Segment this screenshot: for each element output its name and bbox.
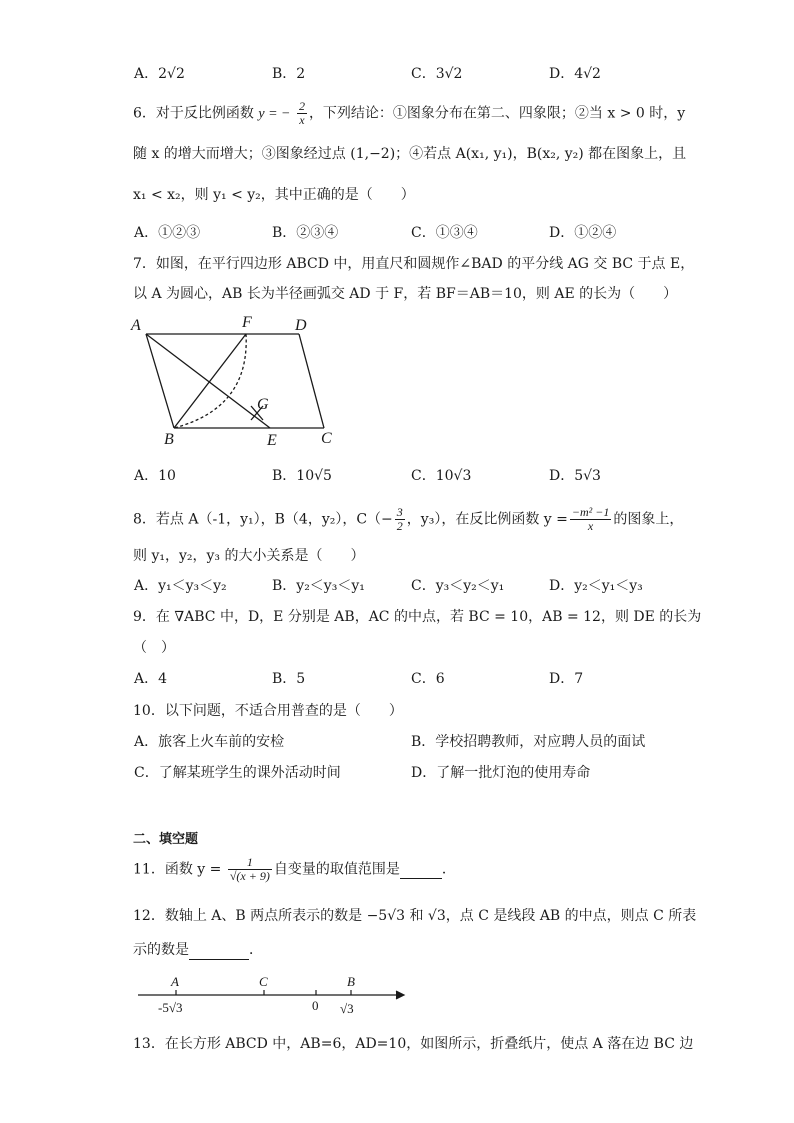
q13-line1: 13．在长方形 ABCD 中，AB=6，AD=10，如图所示，折叠纸片，使点 A 落在边 BC 边 (133, 1036, 694, 1052)
q6-option-c: C．①③④ (411, 225, 478, 241)
q8-option-c: C．y₃＜y₂＜y₁ (411, 578, 505, 594)
q8-option-d: D．y₂＜y₁＜y₃ (549, 578, 643, 594)
q6-fraction: $\frac{2}{x}$ (298, 99, 305, 128)
q8-fraction-1: $\frac{3}{2}$ (396, 505, 403, 534)
q10-option-c: C．了解某班学生的课外活动时间 (134, 765, 341, 781)
q6-line1 (133, 100, 685, 127)
q8-option-b: B．y₂＜y₃＜y₁ (272, 578, 365, 594)
q6-option-d: D．①②④ (549, 225, 617, 241)
q7-segment-ae (146, 334, 270, 428)
q9-options (0, 671, 794, 691)
q9-line2: （ ） (133, 640, 175, 656)
q12-answer-blank[interactable] (189, 942, 249, 960)
q8-options (0, 578, 794, 598)
q8-text-a: 8．若点 A（-1，y₁），B（4，y₂），C（− (133, 511, 393, 528)
q12-axis-arrow (396, 991, 404, 999)
q11-answer-blank[interactable] (400, 862, 442, 880)
q7-label-b: B (164, 431, 174, 448)
q12-end: ． (249, 942, 263, 958)
q12-label-b: B (347, 974, 355, 989)
q11-line (133, 856, 456, 883)
q7-options (0, 468, 794, 488)
q12-value-a: -5√3 (158, 1000, 183, 1015)
q6-func: y = − (258, 106, 291, 122)
q6-text-a: 对于反比例函数 (155, 105, 254, 122)
q6-number: 6． (133, 105, 156, 122)
q8-line1 (133, 506, 683, 533)
q8-option-a: A．y₁＜y₃＜y₂ (134, 578, 227, 594)
q7-label-e: E (267, 432, 277, 449)
q9-option-a: A．4 (134, 671, 168, 687)
q8-line2: 则 y₁，y₂，y₃ 的大小关系是（ ） (133, 548, 365, 564)
q10-line1: 10．以下问题，不适合用普查的是（ ） (133, 703, 403, 719)
q12-value-zero: 0 (312, 998, 319, 1013)
q11-prefix: 11．函数 y = (133, 861, 222, 878)
q11-suffix: 自变量的取值范围是 (273, 861, 400, 878)
q7-label-a: A (131, 317, 141, 334)
q12-label-c: C (259, 974, 268, 989)
q10-option-a: A．旅客上火车前的安检 (134, 734, 285, 750)
q5-options (0, 66, 794, 86)
q5-option-a: A．2√2 (134, 66, 185, 82)
q8-fraction-2: $\frac{\text{−m² −1}}{x}$ (571, 505, 610, 534)
q7-option-c: C．10√3 (411, 468, 472, 484)
q9-option-d: D．7 (549, 671, 584, 687)
q5-option-c: C．3√2 (411, 66, 463, 82)
q8-text-b: ，y₃），在反比例函数 y = (406, 511, 568, 528)
q5-option-d: D．4√2 (549, 66, 601, 82)
q10-option-d: D．了解一批灯泡的使用寿命 (411, 765, 591, 781)
q12-label-a: A (171, 974, 179, 989)
q7-option-a: A．10 (134, 468, 176, 484)
q6-line3: x₁ < x₂，则 y₁ < y₂，其中正确的是（ ） (133, 187, 415, 203)
q7-label-f: F (242, 314, 252, 331)
q11-fraction: $\frac{1}{√(x + 9)}$ (229, 855, 270, 884)
q12-number-line (130, 970, 420, 1020)
section-heading-fill-in: 二、填空题 (133, 832, 199, 847)
q10-option-b: B．学校招聘教师，对应聘人员的面试 (411, 734, 646, 750)
q5-option-b: B．2 (272, 66, 306, 82)
q9-option-b: B．5 (272, 671, 306, 687)
q12-value-b: √3 (340, 1001, 354, 1016)
q7-segment-bf (174, 334, 246, 428)
q7-label-g: G (257, 396, 269, 413)
q11-end: ． (441, 861, 456, 878)
q9-line1: 9．在 ∇ABC 中，D，E 分别是 AB，AC 的中点，若 BC = 10，AB = 12，则 DE 的长为 (133, 609, 702, 625)
q6-text-b: ，下列结论：①图象分布在第二、四象限；②当 x > 0 时，y (308, 105, 686, 122)
q7-line1: 7．如图，在平行四边形 ABCD 中，用直尺和圆规作∠BAD 的平分线 AG 交 BC 于点 E， (133, 256, 695, 272)
q6-options (0, 225, 794, 245)
q12-line1: 12．数轴上 A、B 两点所表示的数是 −5√3 和 √3，点 C 是线段 AB 的中点，则点 C 所表 (133, 908, 697, 924)
q6-line2: 随 x 的增大而增大；③图象经过点 (1,−2)；④若点 A(x₁, y₁)，B(x₂, y₂) 都在图象上，且 (133, 146, 687, 162)
q7-figure (128, 310, 348, 452)
q8-text-c: 的图象上， (613, 511, 684, 528)
q9-option-c: C．6 (411, 671, 445, 687)
q7-line2: 以 A 为圆心，AB 长为半径画弧交 AD 于 F，若 BF＝AB＝10，则 AE 的长为（ ） (133, 286, 678, 302)
q7-label-d: D (295, 317, 307, 334)
q6-option-b: B．②③④ (272, 225, 339, 241)
q7-label-c: C (321, 430, 332, 447)
q12-line2-text: 示的数是 (133, 942, 189, 958)
q7-segment-ab (146, 334, 174, 428)
q12-line2 (133, 942, 263, 960)
q6-option-a: A．①②③ (134, 225, 201, 241)
q7-option-b: B．10√5 (272, 468, 332, 484)
q7-segment-dc (299, 334, 324, 428)
q7-option-d: D．5√3 (549, 468, 601, 484)
